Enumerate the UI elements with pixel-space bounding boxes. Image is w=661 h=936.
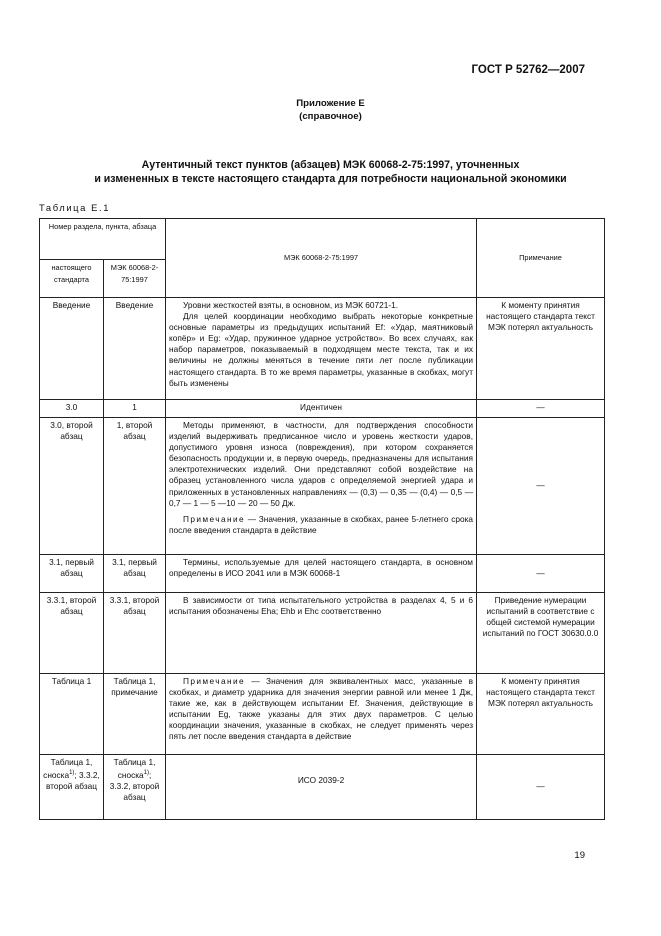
page-title-line1: Аутентичный текст пунктов (абзацев) МЭК 60068-2-75:1997, уточненных [141, 159, 520, 171]
table-caption: Таблица Е.1 [39, 202, 111, 213]
table-row [40, 593, 605, 674]
cell-text [166, 593, 477, 674]
cell-iec-section: 1 [104, 400, 166, 418]
text-note [169, 676, 473, 743]
footnote-mark: 1) [143, 770, 149, 777]
text-note [169, 514, 473, 536]
text-paragraph: Термины, используемые для целей настоящего стандарта, в основном определены в ИСО 2041 или в МЭК 60068-1 [169, 557, 474, 579]
cell-iec-section: Введение [104, 298, 166, 400]
cell-std-section: 3.1, первый абзац [40, 555, 104, 593]
cell-iec-section [104, 755, 166, 820]
cell-text [166, 418, 477, 555]
page-title [0, 158, 661, 186]
cell-text: ИСО 2039-2 [166, 755, 477, 820]
cell-iec-section-rest: ; 3.3.2, второй абзац [109, 769, 160, 803]
cell-note: — [477, 400, 605, 418]
cell-note: — [477, 555, 605, 593]
text-paragraph: Для целей координации необходимо выбрать некоторые конкретные основные параметры из предыдущих испытаний Ef: «Удар, маятниковый копёр» и Eg: «Удар, пружинное ударное устройство». Во всех случаях, как набор параметров, показываемый в подходящем месте текста, так и их величины не должны меняться в течение пяти лет после публикации настоящего стандарта. В то же время параметры, указанные в скобках, могут быть изменены [169, 311, 474, 388]
header-iec-text: МЭК 60068-2-75:1997 [166, 219, 477, 298]
page-number: 19 [574, 850, 585, 861]
note-body: — Значения, указанные в скобках, ранее 5-летнего срока после введения стандарта в действие [169, 513, 474, 535]
table-row [40, 400, 605, 418]
table-header-row [40, 219, 605, 260]
cell-iec-section-text: Таблица 1, сноска [113, 757, 156, 780]
page-title-line2: и измененных в тексте настоящего стандарта для потребности национальной экономики [94, 173, 567, 185]
header-section-group: Номер раздела, пункта, абзаца [40, 219, 166, 260]
cell-note: Приведение нумерации испытаний в соответствие с общей системой нумерации испытаний по ГОСТ 30630.0.0 [477, 593, 605, 674]
cell-note: — [477, 418, 605, 555]
header-this-standard: настоящего стандарта [40, 260, 104, 298]
footnote-mark: 1) [69, 770, 75, 777]
cell-text [166, 298, 477, 400]
appendix-subtitle: (справочное) [299, 111, 362, 122]
cell-text [166, 555, 477, 593]
table-row [40, 555, 605, 593]
cell-iec-section: Таблица 1, примечание [104, 674, 166, 755]
comparison-table [39, 218, 605, 820]
cell-iec-section: 3.3.1, второй абзац [104, 593, 166, 674]
cell-std-section: Введение [40, 298, 104, 400]
cell-iec-section: 3.1, первый абзац [104, 555, 166, 593]
cell-text: Идентичен [166, 400, 477, 418]
table-row [40, 755, 605, 820]
text-paragraph: В зависимости от типа испытательного устройства в разделах 4, 5 и 6 испытания обозначены Eha; Ehb и Ehc соответственно [169, 595, 474, 617]
text-paragraph: Уровни жесткостей взяты, в основном, из МЭК 60721-1. [183, 300, 399, 310]
cell-std-section: 3.0 [40, 400, 104, 418]
cell-std-section: 3.3.1, второй абзац [40, 593, 104, 674]
document-id: ГОСТ Р 52762—2007 [471, 64, 585, 76]
table-row [40, 298, 605, 400]
cell-note: — [477, 755, 605, 820]
cell-iec-section: 1, второй абзац [104, 418, 166, 555]
table-row [40, 674, 605, 755]
cell-std-section-rest: ; 3.3.2, второй абзац [45, 769, 100, 791]
header-note: Примечание [477, 219, 605, 298]
cell-std-section [40, 755, 104, 820]
header-iec-number: МЭК 60068-2-75:1997 [104, 260, 166, 298]
note-body: — Значения для эквивалентных масс, указанные в скобках, и диаметр ударника для значения энергии равной или менее 1 Дж, такие же, как в действующем испытании Ef. Значения, действующие в испытании Eg, также указаны для этих двух параметров. С целью координации значения, указанные в скобках, не следует применять через пять лет после введения стандарта в действие [169, 676, 474, 742]
note-label: Примечание [183, 513, 246, 524]
cell-std-section-text: Таблица 1, сноска [43, 757, 93, 780]
table-row [40, 418, 605, 555]
text-paragraph: Методы применяют, в частности, для подтверждения способности изделий выдерживать предписанное число и уровень жесткости ударов, допустимого уровня износа (повреждения), при котором сохраняется безопасность продукции и, в первую очередь, предназначены для испытания электротехнических изделий. Они представляют собой воздействие на образец установленного числа ударов с определяемой энергией удара и приложенных в установленных направлениях — (0,3) — 0,35 — (0,4) — 0,5 — 0,7 — 1 — 5 —10 — 20 — 50 Дж. [169, 420, 474, 508]
cell-note: К моменту принятия настоящего стандарта текст МЭК потерял актуальность [477, 298, 605, 400]
note-label: Примечание [183, 676, 246, 686]
cell-std-section: Таблица 1 [40, 674, 104, 755]
cell-note: К моменту принятия настоящего стандарта текст МЭК потерял актуальность [477, 674, 605, 755]
appendix-title: Приложение Е [296, 98, 365, 109]
cell-text [166, 674, 477, 755]
appendix-heading [0, 97, 661, 123]
cell-std-section: 3.0, второй абзац [40, 418, 104, 555]
